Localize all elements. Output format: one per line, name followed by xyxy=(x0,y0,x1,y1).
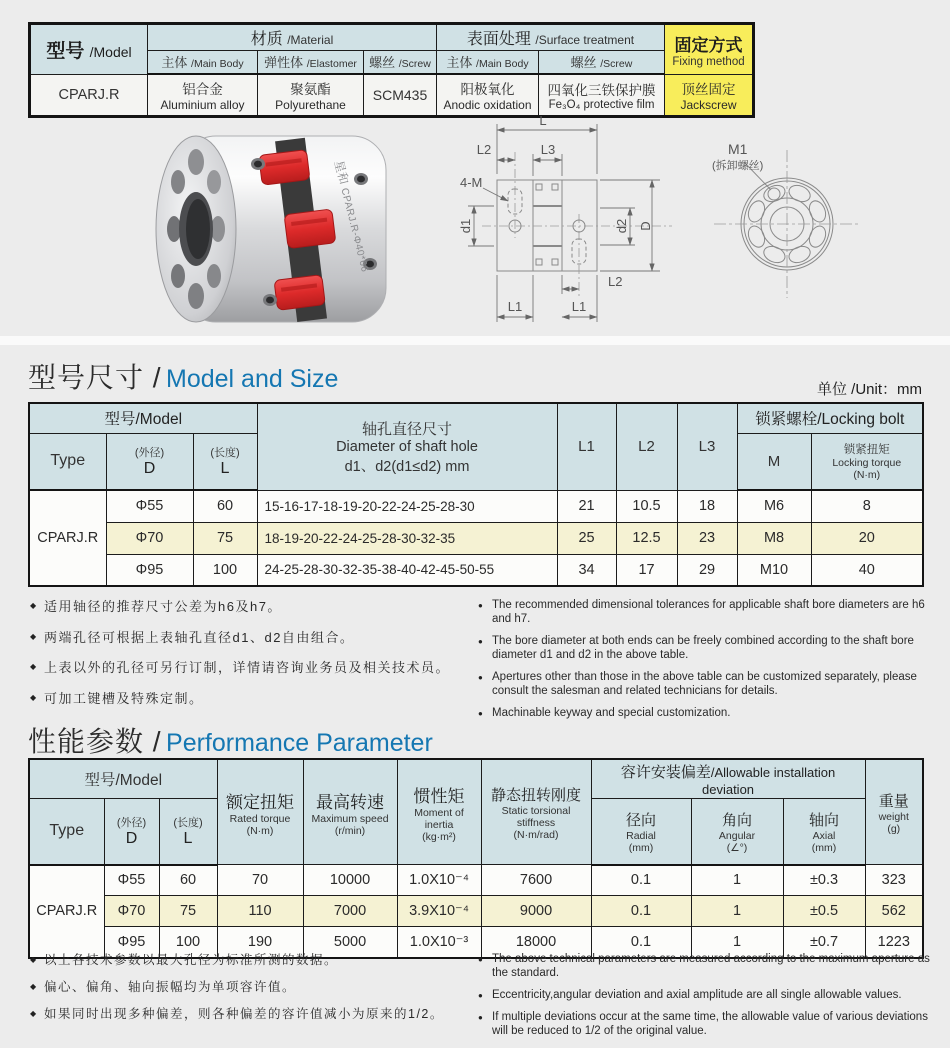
size-header-l2: L2 xyxy=(616,403,677,490)
size-row-70 xyxy=(29,522,923,554)
cell-l3: 29 xyxy=(677,554,737,586)
spec-fixing-value: 顶丝固定 Jackscrew xyxy=(665,74,754,116)
cell-speed: 5000 xyxy=(303,927,397,958)
dim-label-D: D xyxy=(638,221,653,231)
cell-m: M6 xyxy=(737,490,811,522)
spec-table xyxy=(28,22,755,118)
cell-l1: 21 xyxy=(557,490,616,522)
note-item: ● The above technical parameters are measured according to the maximum aperture as the standard. xyxy=(478,953,930,980)
size-title-zh: 型号尺寸 / xyxy=(28,362,162,393)
bullet-icon: ◆ xyxy=(30,631,38,641)
spec-header-surface: 表面处理 /Surface treatment xyxy=(437,24,665,51)
spec-surface-main-value: 阳极氧化 Anodic oxidation xyxy=(437,74,539,116)
note-item: ◆ 适用轴径的推荐尺寸公差为h6及h7。 xyxy=(30,599,282,614)
cell-radial: 0.1 xyxy=(591,865,691,896)
perf-header-l: (长度) L xyxy=(159,799,217,865)
cell-stiffness: 18000 xyxy=(481,927,591,958)
cell-l2: 17 xyxy=(616,554,677,586)
cell-stiffness: 9000 xyxy=(481,896,591,927)
perf-header-d: (外径) D xyxy=(104,799,159,865)
spec-subheader-elastomer: 弹性体 /Elastomer xyxy=(258,51,364,75)
bullet-icon: ● xyxy=(478,991,483,1001)
size-title-en: Model and Size xyxy=(166,365,339,393)
perf-header-weight: 重量 weight (g) xyxy=(865,759,923,865)
spec-header-material: 材质 /Material xyxy=(148,24,437,51)
cell-bores: 15-16-17-18-19-20-22-24-25-28-30 xyxy=(257,490,557,522)
cell-l2: 10.5 xyxy=(616,490,677,522)
size-notes-en xyxy=(478,598,930,728)
label-M1-sub: (拆卸螺丝) xyxy=(712,160,764,172)
engraving-model: CPARJ.R-Φ40*66 xyxy=(338,186,371,274)
cell-d: Φ70 xyxy=(106,522,193,554)
dimension-drawing-end xyxy=(692,124,932,320)
size-header-torque: 锁紧扭矩 Locking torque (N·m) xyxy=(811,433,923,490)
note-item: ● The bore diameter at both ends can be freely combined according to the shaft bore diameter d1 and d2 in the above table. xyxy=(478,635,914,662)
dim-label-d2: d2 xyxy=(614,218,629,234)
bullet-icon: ● xyxy=(478,601,483,610)
bullet-icon: ● xyxy=(478,955,483,964)
note-item: ● Eccentricity,angular deviation and axial amplitude are all single allowable values. xyxy=(478,989,902,1002)
spec-model-value: CPARJ.R xyxy=(30,74,148,116)
screw-holes xyxy=(508,189,586,264)
cell-weight: 323 xyxy=(865,865,923,896)
dim-label-L1-right: L1 xyxy=(571,299,587,314)
cell-torque: 20 xyxy=(811,522,923,554)
perf-header-stiffness: 静态扭转刚度 Static torsional stiffness (N·m/rad) xyxy=(481,759,591,865)
size-type-value: CPARJ.R xyxy=(29,490,106,586)
size-header-m: M xyxy=(737,433,811,490)
cell-weight: 1223 xyxy=(865,927,923,958)
dim-label-L2-top: L2 xyxy=(476,142,492,157)
spec-subheader-surface-screw: 螺丝 /Screw xyxy=(539,51,665,75)
label-M1: M1 xyxy=(728,141,748,157)
cell-l: 60 xyxy=(193,490,257,522)
cell-torque: 70 xyxy=(217,865,303,896)
cell-d: Φ95 xyxy=(106,554,193,586)
performance-table xyxy=(28,758,924,959)
cell-l2: 12.5 xyxy=(616,522,677,554)
size-row-55 xyxy=(29,490,923,522)
spec-screw-value: SCM435 xyxy=(364,74,437,116)
perf-header-deviation-group: 容许安装偏差/Allowable installation deviation xyxy=(591,759,865,799)
cell-inertia: 3.9X10⁻⁴ xyxy=(397,896,481,927)
dimension-drawing-side xyxy=(438,108,690,340)
cell-axial: ±0.3 xyxy=(783,865,865,896)
note-item: ◆ 上表以外的孔径可另行订制，详情请咨询业务员及相关技术员。 xyxy=(30,660,451,676)
spec-subheader-main-body: 主体 /Main Body xyxy=(148,51,258,75)
cell-inertia: 1.0X10⁻⁴ xyxy=(397,865,481,896)
perf-row-70 xyxy=(29,896,923,927)
cell-torque: 40 xyxy=(811,554,923,586)
cell-l: 60 xyxy=(159,865,217,896)
body-outline xyxy=(497,180,597,271)
size-header-l: (长度) L xyxy=(193,433,257,490)
perf-header-axial: 轴向 Axial (mm) xyxy=(783,799,865,865)
dim-label-L3: L3 xyxy=(540,142,556,157)
size-row-95 xyxy=(29,554,923,586)
cell-torque: 8 xyxy=(811,490,923,522)
size-notes xyxy=(30,598,930,728)
note-item: ◆ 以上各技术参数以最大孔径为标准所测的数据。 xyxy=(30,953,339,967)
cell-l: 75 xyxy=(193,522,257,554)
dim-label-L2-bottom: L2 xyxy=(608,274,623,289)
note-item: ● Machinable keyway and special customization. xyxy=(478,707,731,720)
perf-title-en: Performance Parameter xyxy=(166,729,433,757)
note-item: ● The recommended dimensional tolerances for applicable shaft bore diameters are h6 and h7. xyxy=(478,599,925,626)
note-item: ◆ 两端孔径可根据上表轴孔直径d1、d2自由组合。 xyxy=(30,629,355,645)
size-header-shaft-hole: 轴孔直径尺寸 Diameter of shaft hole d1、d2(d1≤d2) mm xyxy=(257,403,557,490)
cell-bores: 18-19-20-22-24-25-28-30-32-35 xyxy=(257,522,557,554)
cell-l: 100 xyxy=(193,554,257,586)
size-header-type: Type xyxy=(29,433,106,490)
bore-hole-inner xyxy=(186,199,210,259)
cell-weight: 562 xyxy=(865,896,923,927)
perf-header-max-speed: 最高转速 Maximum speed (r/min) xyxy=(303,759,397,865)
cell-d: Φ55 xyxy=(106,490,193,522)
cell-l1: 25 xyxy=(557,522,616,554)
bullet-icon: ● xyxy=(478,709,483,719)
perf-header-type: Type xyxy=(29,799,104,865)
note-item: ◆ 可加工键槽及特殊定制。 xyxy=(30,690,204,706)
cell-l: 100 xyxy=(159,927,217,958)
cell-angular: 1 xyxy=(691,927,783,958)
dim-label-L1-left: L1 xyxy=(507,299,523,314)
perf-notes-en xyxy=(478,952,930,1046)
engraving-brand: 星和 xyxy=(331,159,352,186)
cell-m: M10 xyxy=(737,554,811,586)
spec-elastomer-value: 聚氨酯 Polyurethane xyxy=(258,74,364,116)
bullet-icon: ◆ xyxy=(30,692,38,702)
cell-stiffness: 7600 xyxy=(481,865,591,896)
spec-subheader-screw: 螺丝 /Screw xyxy=(364,51,437,75)
cell-radial: 0.1 xyxy=(591,927,691,958)
note-item: ◆ 偏心、偏角、轴向振幅均为单项容许值。 xyxy=(30,979,297,994)
perf-header-angular: 角向 Angular (∠°) xyxy=(691,799,783,865)
cell-l1: 34 xyxy=(557,554,616,586)
perf-notes xyxy=(30,952,930,1046)
cell-l: 75 xyxy=(159,896,217,927)
perf-title-zh: 性能参数 / xyxy=(28,726,162,757)
end-view-centerlines xyxy=(714,150,860,298)
spec-main-body-value: 铝合金 Aluminium alloy xyxy=(148,74,258,116)
cell-l3: 18 xyxy=(677,490,737,522)
bullet-icon: ● xyxy=(478,673,483,683)
cell-speed: 10000 xyxy=(303,865,397,896)
bullet-icon: ◆ xyxy=(30,1008,38,1018)
cell-m: M8 xyxy=(737,522,811,554)
bullet-icon: ◆ xyxy=(30,955,38,964)
perf-notes-zh xyxy=(30,952,462,1046)
cell-inertia: 1.0X10⁻³ xyxy=(397,927,481,958)
bullet-icon: ◆ xyxy=(30,601,38,610)
m1-screw-circle xyxy=(768,188,780,200)
note-item: ◆ 如果同时出现多种偏差，则各种偏差的容许值减小为原来的1/2。 xyxy=(30,1006,444,1021)
section-divider xyxy=(0,336,950,345)
cell-d: Φ95 xyxy=(104,927,159,958)
perf-type-value: CPARJ.R xyxy=(29,865,104,958)
bullet-icon: ● xyxy=(478,637,483,647)
dim-label-4M: 4-M xyxy=(460,175,483,190)
size-table xyxy=(28,402,924,587)
size-header-l1: L1 xyxy=(557,403,616,490)
spec-header-fixing: 固定方式 Fixing method xyxy=(665,24,754,75)
dim-label-d1: d1 xyxy=(458,218,473,234)
cell-torque: 110 xyxy=(217,896,303,927)
dim-label-L: L xyxy=(539,113,547,128)
perf-section-title xyxy=(28,720,433,760)
spec-surface-screw-value: 四氧化三铁保护膜 Fe₃O₄ protective film xyxy=(539,74,665,116)
cell-d: Φ55 xyxy=(104,865,159,896)
spec-header-model: 型号 /Model xyxy=(30,24,148,75)
note-item: ● If multiple deviations occur at the same time, the allowable value of various deviations will be reduced to 1/2 of the original value. xyxy=(478,1011,928,1038)
size-header-locking-group: 锁紧螺栓/Locking bolt xyxy=(737,403,923,433)
cell-bores: 24-25-28-30-32-35-38-40-42-45-50-55 xyxy=(257,554,557,586)
bullet-icon: ● xyxy=(478,1013,483,1023)
size-header-l3: L3 xyxy=(677,403,737,490)
cell-axial: ±0.5 xyxy=(783,896,865,927)
bullet-icon: ◆ xyxy=(30,981,38,991)
product-photo xyxy=(118,124,400,336)
cell-radial: 0.1 xyxy=(591,896,691,927)
size-header-d: (外径) D xyxy=(106,433,193,490)
spec-subheader-surface-main: 主体 /Main Body xyxy=(437,51,539,75)
perf-header-inertia: 惯性矩 Moment of inertia (kg·m²) xyxy=(397,759,481,865)
cell-torque: 190 xyxy=(217,927,303,958)
perf-header-radial: 径向 Radial (mm) xyxy=(591,799,691,865)
note-item: ● Apertures other than those in the above table can be customized separately, please consult the salesman and related technicians for details. xyxy=(478,671,917,698)
cell-axial: ±0.7 xyxy=(783,927,865,958)
cell-d: Φ70 xyxy=(104,896,159,927)
perf-header-model-group: 型号/Model xyxy=(29,759,217,799)
size-notes-zh xyxy=(30,598,462,728)
unit-label: 单位 /Unit：mm xyxy=(816,381,922,398)
perf-header-rated-torque: 额定扭矩 Rated torque (N·m) xyxy=(217,759,303,865)
size-section-title xyxy=(28,356,338,396)
perf-row-55 xyxy=(29,865,923,896)
cell-angular: 1 xyxy=(691,896,783,927)
bullet-icon: ◆ xyxy=(30,662,38,672)
cell-angular: 1 xyxy=(691,865,783,896)
size-header-model-group: 型号/Model xyxy=(29,403,257,433)
cell-l3: 23 xyxy=(677,522,737,554)
cell-speed: 7000 xyxy=(303,896,397,927)
